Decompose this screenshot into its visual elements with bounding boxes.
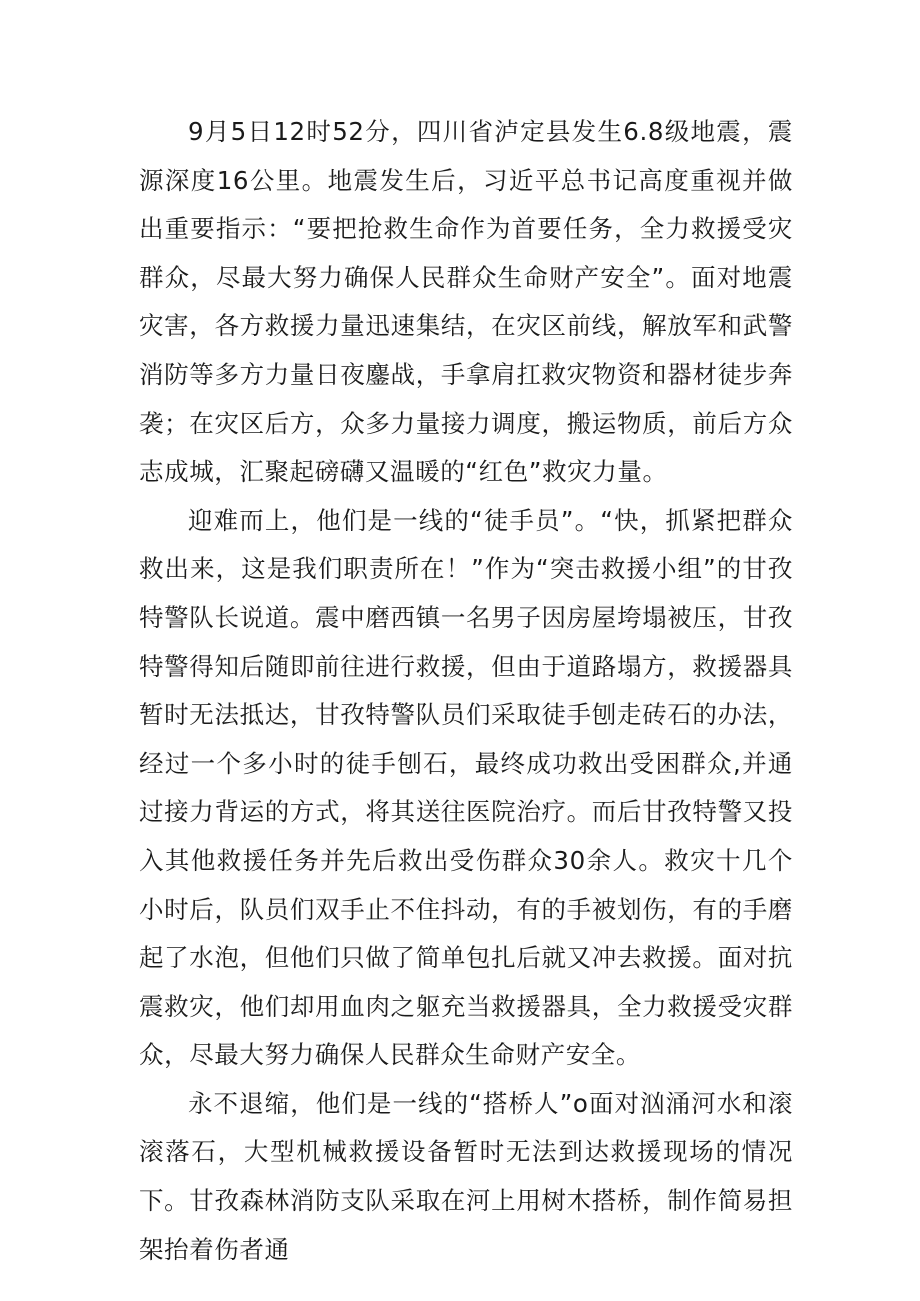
- paragraph-forest-firefighters: 永不退缩，他们是一线的“搭桥人”o面对汹涌河水和滚滚落石，大型机械救援设备暂时无法到达救援现场的情况下。甘孜森林消防支队采取在河上用树木搭桥，制作简易担架抬着伤者通: [139, 1088, 793, 1264]
- paragraph-special-police-rescue: 迎难而上，他们是一线的“徒手员”。“快，抓紧把群众救出来，这是我们职责所在！”作为“突击救援小组”的甘孜特警队长说道。震中磨西镇一名男子因房屋垮塌被压，甘孜特警得知后随即前往进行救援，但由于道路塌方，救援器具暂时无法抵达，甘孜特警队员们采取徒手刨走砖石的办法，经过一个多小时的徒手刨石，最终成功救出受困群众,并通过接力背运的方式，将其送往医院治疗。而后甘孜特警又投入其他救援任务并先后救出受伤群众30余人。救灾十几个小时后，队员们双手止不住抖动，有的手被划伤，有的手磨起了水泡，但他们只做了简单包扎后就又冲去救援。面对抗震救灾，他们却用血肉之躯充当救援器具，全力救援受灾群众，尽最大努力确保人民群众生命财产安全。: [139, 505, 793, 1070]
- document-body: [139, 108, 793, 1274]
- paragraph-earthquake-overview: 9月5日12时52分，四川省泸定县发生6.8级地震，震源深度16公里。地震发生后，习近平总书记高度重视并做出重要指示：“要把抢救生命作为首要任务，全力救援受灾群众，尽最大努力确保人民群众生命财产安全”。面对地震灾害，各方救援力量迅速集结，在灾区前线，解放军和武警消防等多方力量日夜鏖战，手拿肩扛救灾物资和器材徒步奔袭；在灾区后方，众多力量接力调度，搬运物质，前后方众志成城，汇聚起磅礴又温暖的“红色”救灾力量。: [139, 117, 793, 487]
